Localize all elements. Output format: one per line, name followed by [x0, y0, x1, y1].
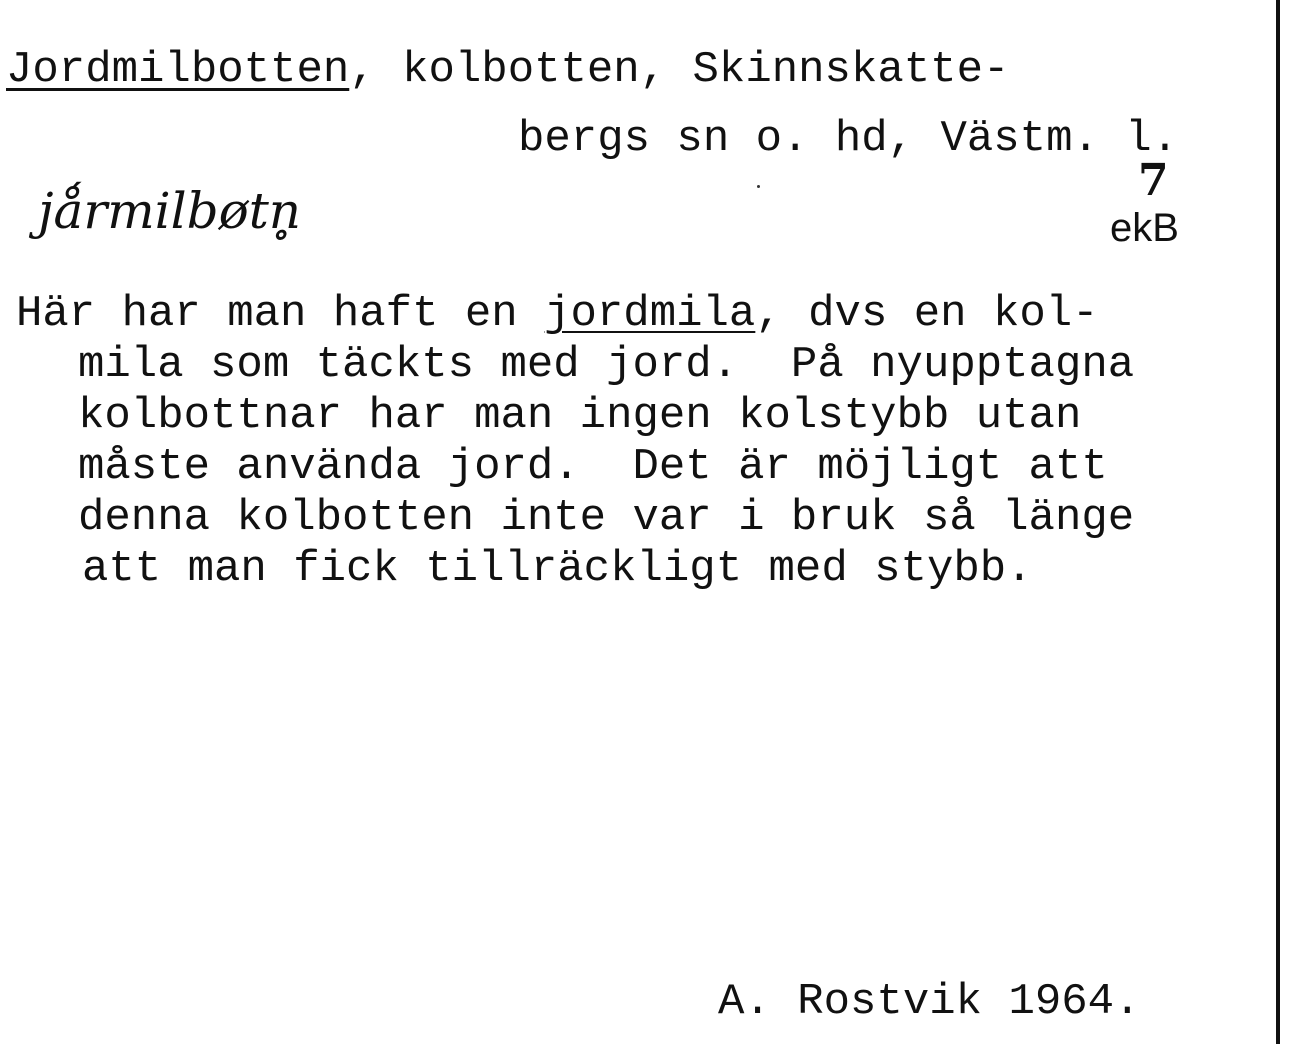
location-line: bergs sn o. hd, Västm. l. [518, 114, 1179, 164]
body-line-2: mila som täckts med jord. På nyupptagna [78, 340, 1135, 390]
body-line-3: kolbottnar har man ingen kolstybb utan [78, 391, 1082, 441]
ink-speck [757, 185, 760, 188]
body-line-1-end: , dvs en kol- [755, 289, 1099, 339]
headword-variants: , kolbotten, Skinnskatte- [349, 45, 1010, 95]
phonetic-transcription: jǻrmilbøtn̥ [38, 182, 302, 240]
class-number: 7 [1138, 155, 1169, 206]
body-line-1-start: Här har man haft en [16, 289, 545, 339]
signature: A. Rostvik 1964. [718, 977, 1141, 1027]
body-line-6: att man fick tillräckligt med stybb. [82, 544, 1033, 594]
term-jordmila: jordmila [544, 289, 756, 339]
headword: Jordmilbotten [6, 45, 350, 95]
body-line-5: denna kolbotten inte var i bruk så länge [78, 493, 1135, 543]
header-line-1 [6, 45, 1010, 95]
body-line-4: måste använda jord. Det är möjligt att [78, 442, 1108, 492]
body-line-1 [16, 289, 1099, 339]
card-edge-line [1276, 0, 1280, 1044]
class-code: ekB [1110, 206, 1179, 250]
